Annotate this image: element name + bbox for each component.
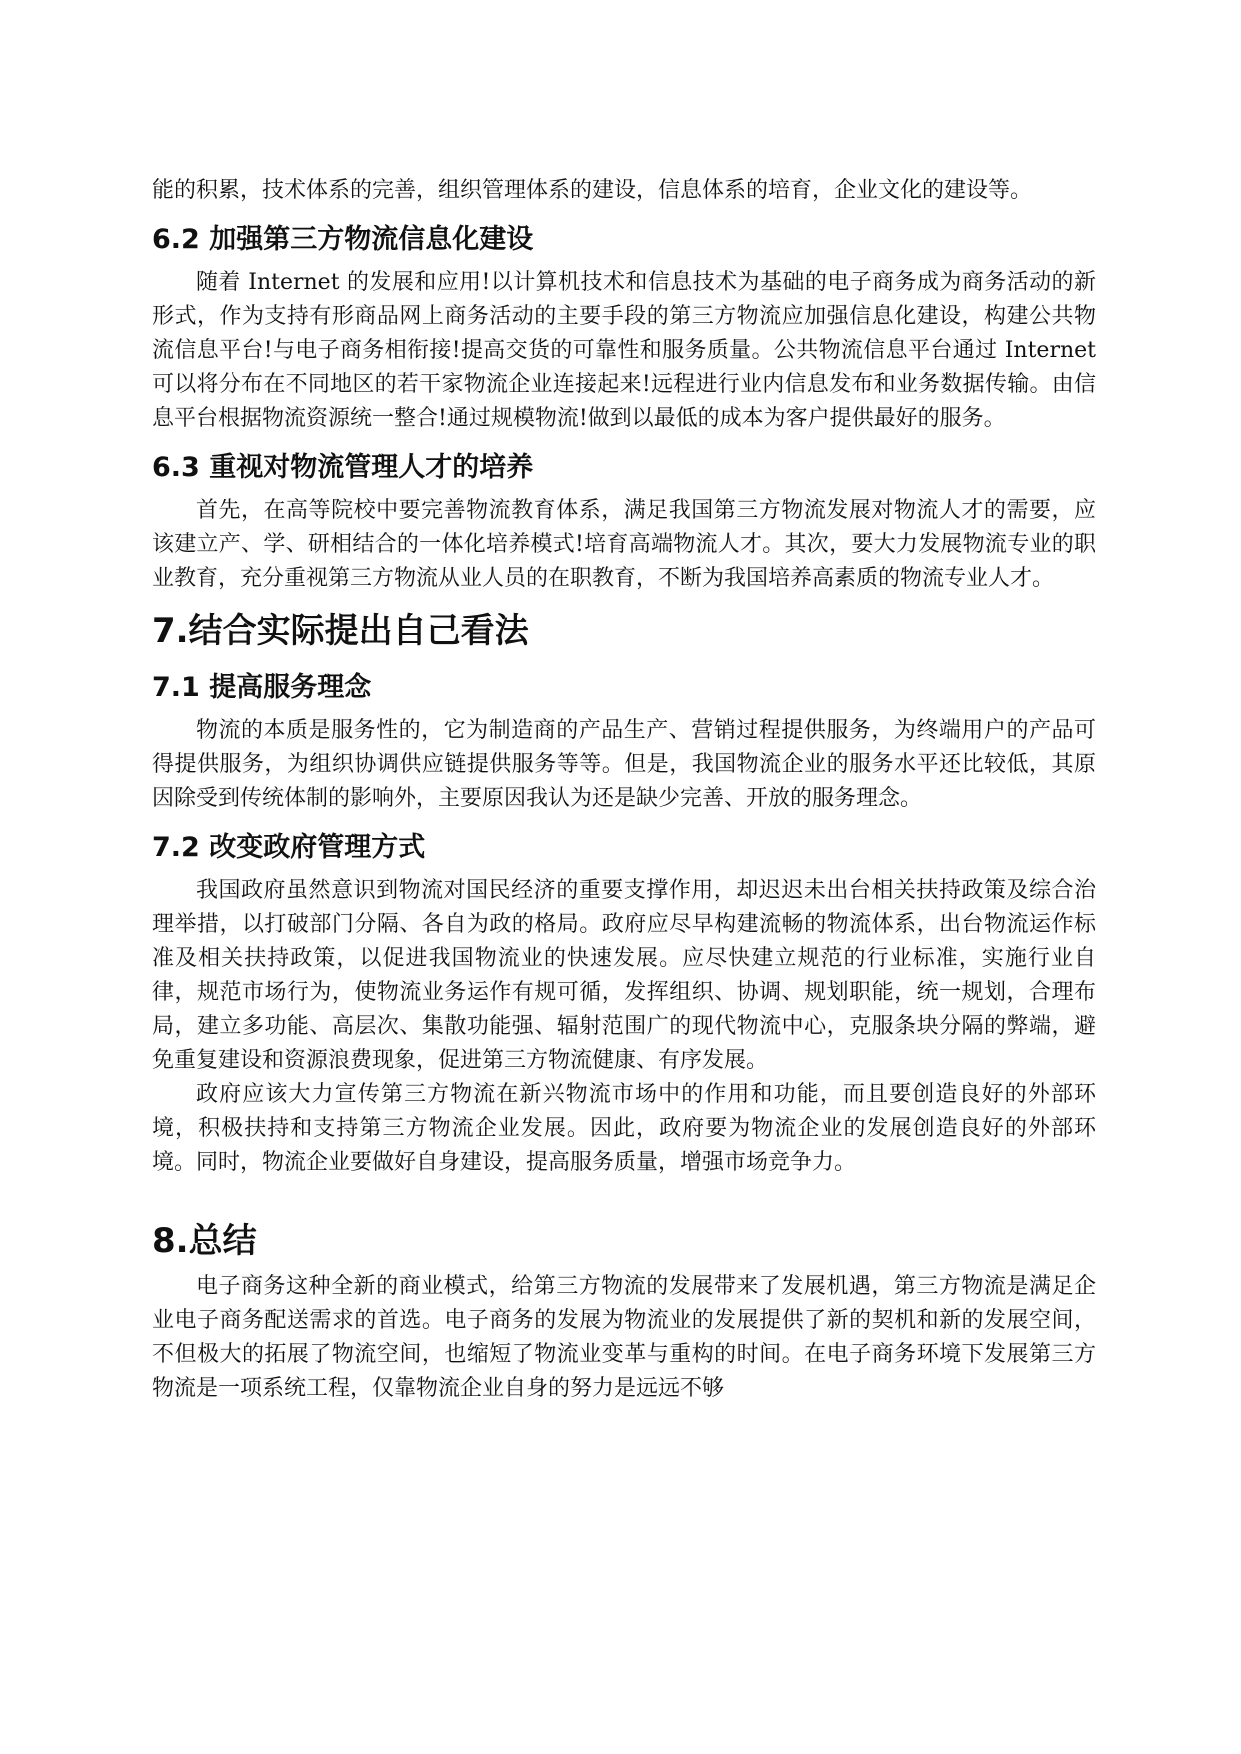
- section-8-heading: 8.总结: [152, 1221, 257, 1261]
- section-7-2-paragraph-1: 我国政府虽然意识到物流对国民经济的重要支撑作用，却迟迟未出台相关扶持政策及综合治理举措，以打破部门分隔、各自为政的格局。政府应尽早构建流畅的物流体系，出台物流运作标准及相关扶持政策，以促进我国物流业的快速发展。应尽快建立规范的行业标准，实施行业自律，规范市场行为，使物流业务运作有规可循，发挥组织、协调、规划职能，统一规划，合理布局，建立多功能、高层次、集散功能强、辐射范围广的现代物流中心，克服条块分隔的弊端，避免重复建设和资源浪费现象，促进第三方物流健康、有序发展。: [152, 878, 1096, 1073]
- section-6-3-heading: 6.3 重视对物流管理人才的培养: [152, 452, 534, 483]
- section-6-2-paragraph: 随着 Internet 的发展和应用!以计算机技术和信息技术为基础的电子商务成为商务活动的新形式，作为支持有形商品网上商务活动的主要手段的第三方物流应加强信息化建设，构建公共物流信息平台!与电子商务相衔接!提高交货的可靠性和服务质量。公共物流信息平台通过 Internet 可以将分布在不同地区的若干家物流企业连接起来!远程进行业内信息发布和业务数据传输。由信息平台根据物流资源统一整合!通过规模物流!做到以最低的成本为客户提供最好的服务。: [152, 270, 1096, 431]
- intro-paragraph: 能的积累，技术体系的完善，组织管理体系的建设，信息体系的培育，企业文化的建设等。: [152, 178, 1033, 203]
- section-8-paragraph: 电子商务这种全新的商业模式，给第三方物流的发展带来了发展机遇，第三方物流是满足企业电子商务配送需求的首选。电子商务的发展为物流业的发展提供了新的契机和新的发展空间，不但极大的拓展了物流空间，也缩短了物流业变革与重构的时间。在电子商务环境下发展第三方物流是一项系统工程，仅靠物流企业自身的努力是远远不够: [152, 1274, 1096, 1401]
- section-7-heading: 7.结合实际提出自己看法: [152, 611, 529, 651]
- section-7-2-paragraph-2: 政府应该大力宣传第三方物流在新兴物流市场中的作用和功能，而且要创造良好的外部环境，积极扶持和支持第三方物流企业发展。因此，政府要为物流企业的发展创造良好的外部环境。同时，物流企业要做好自身建设，提高服务质量，增强市场竞争力。: [152, 1082, 1096, 1175]
- section-7-1-paragraph: 物流的本质是服务性的，它为制造商的产品生产、营销过程提供服务，为终端用户的产品可得提供服务，为组织协调供应链提供服务等等。但是，我国物流企业的服务水平还比较低，其原因除受到传统体制的影响外，主要原因我认为还是缺少完善、开放的服务理念。: [152, 718, 1096, 811]
- section-6-3-paragraph: 首先，在高等院校中要完善物流教育体系，满足我国第三方物流发展对物流人才的需要，应该建立产、学、研相结合的一体化培养模式!培育高端物流人才。其次，要大力发展物流专业的职业教育，充分重视第三方物流从业人员的在职教育，不断为我国培养高素质的物流专业人才。: [152, 498, 1096, 591]
- document-page: [152, 174, 1096, 1406]
- section-7-2-heading: 7.2 改变政府管理方式: [152, 832, 426, 863]
- section-6-2-heading: 6.2 加强第三方物流信息化建设: [152, 224, 534, 255]
- section-7-1-heading: 7.1 提高服务理念: [152, 672, 372, 703]
